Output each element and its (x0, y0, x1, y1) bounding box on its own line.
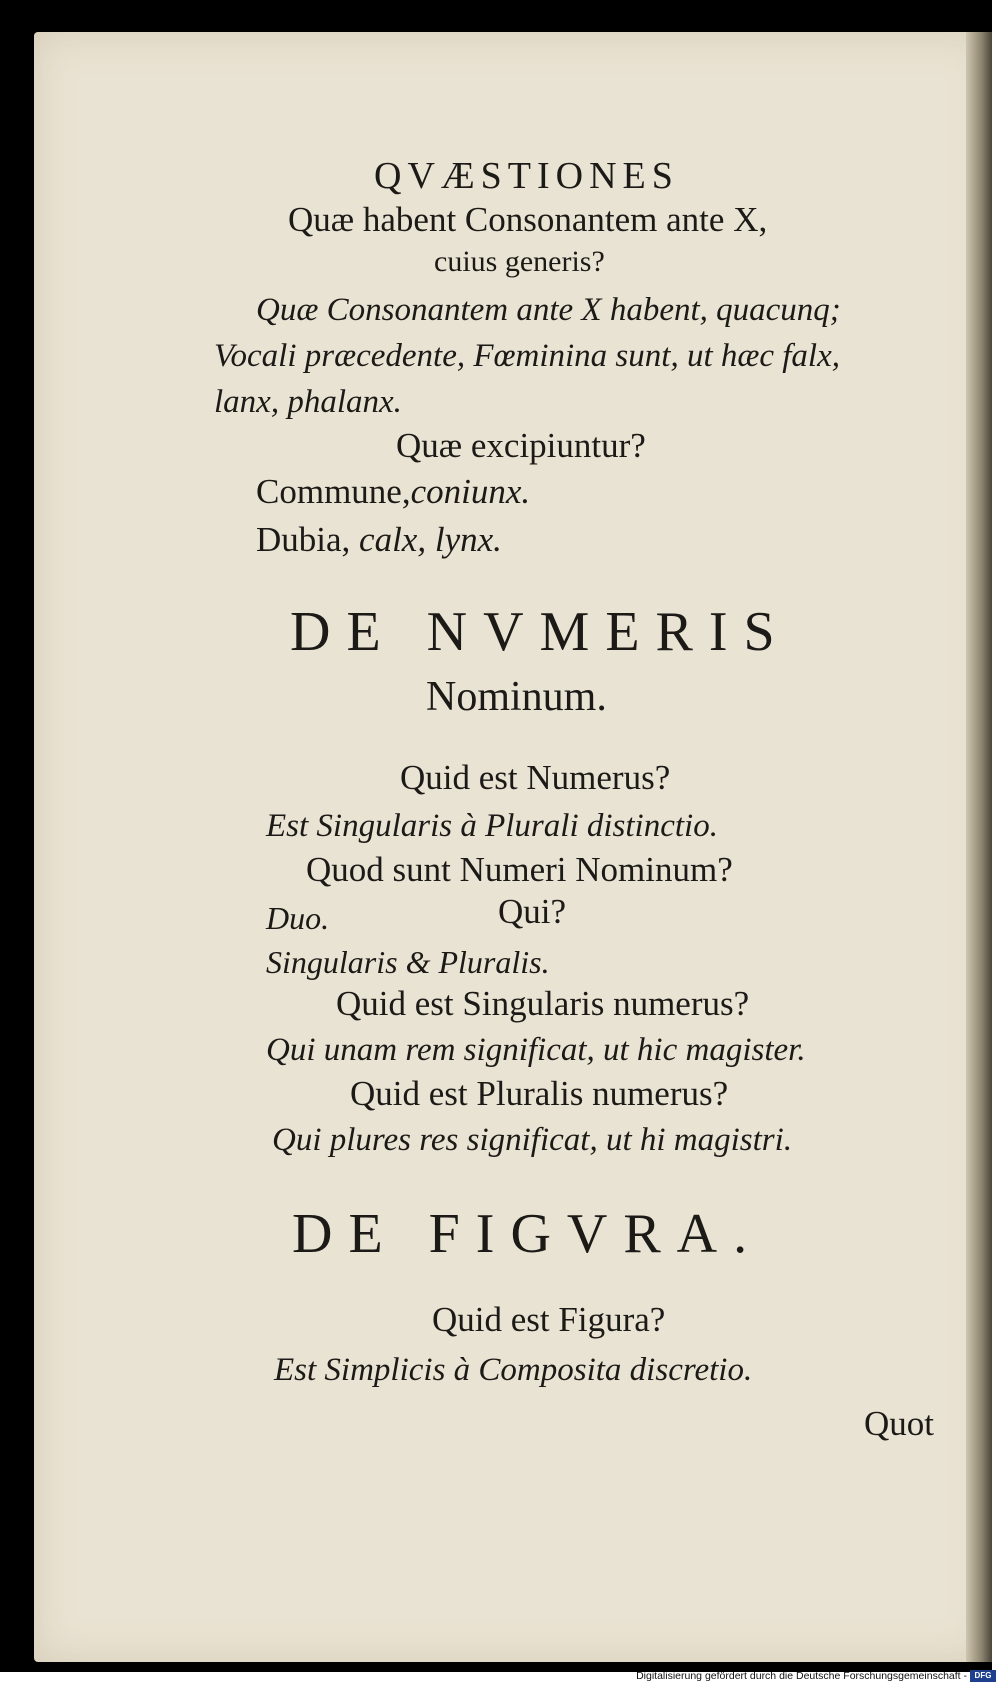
question-line: Quod sunt Numeri Nominum? (306, 850, 733, 889)
answer-value: coniunx. (410, 472, 531, 511)
answer-line (256, 470, 530, 514)
section-heading: DE NVMERIS (290, 601, 791, 663)
section-heading: DE FIGVRA. (292, 1203, 764, 1265)
footer-credit (560, 1668, 996, 1684)
footer-text: Digitalisierung gefördert durch die Deutsche Forschungsgemeinschaft - (636, 1670, 967, 1682)
answer-line: Est Singularis à Plurali distinctio. (266, 808, 718, 844)
answer-line: Qui plures res significat, ut hi magistri. (272, 1122, 793, 1158)
running-title: QVÆSTIONES (374, 155, 679, 197)
catchword: Quot (864, 1404, 934, 1443)
answer-label: Commune, (256, 472, 411, 511)
book-page (34, 32, 990, 1662)
question-line: Quæ habent Consonantem ante X, (288, 200, 768, 239)
dfg-logo-icon: DFG (970, 1670, 996, 1682)
book-spine-edge (966, 32, 992, 1662)
answer-line: Singularis & Pluralis. (266, 944, 550, 980)
answer-line: Duo. (266, 900, 330, 936)
answer-label: Dubia, (256, 520, 351, 559)
question-line: cuius generis? (434, 245, 605, 278)
question-line: Quæ excipiuntur? (396, 426, 646, 465)
answer-line: Qui unam rem significat, ut hic magister. (266, 1032, 806, 1068)
answer-line: lanx, phalanx. (214, 384, 402, 420)
answer-line: Vocali præcedente, Fœminina sunt, ut hæc falx, (214, 338, 841, 374)
answer-line (256, 518, 502, 562)
answer-value: calx, lynx. (359, 520, 502, 559)
question-line: Qui? (498, 892, 567, 931)
answer-line: Quæ Consonantem ante X habent, quacunq; (256, 292, 841, 328)
answer-line: Est Simplicis à Composita discretio. (274, 1352, 753, 1388)
question-line: Quid est Singularis numerus? (336, 984, 750, 1023)
question-line: Quid est Pluralis numerus? (350, 1074, 729, 1113)
question-line: Quid est Figura? (432, 1300, 666, 1339)
section-subheading: Nominum. (426, 674, 607, 720)
question-line: Quid est Numerus? (400, 758, 671, 797)
